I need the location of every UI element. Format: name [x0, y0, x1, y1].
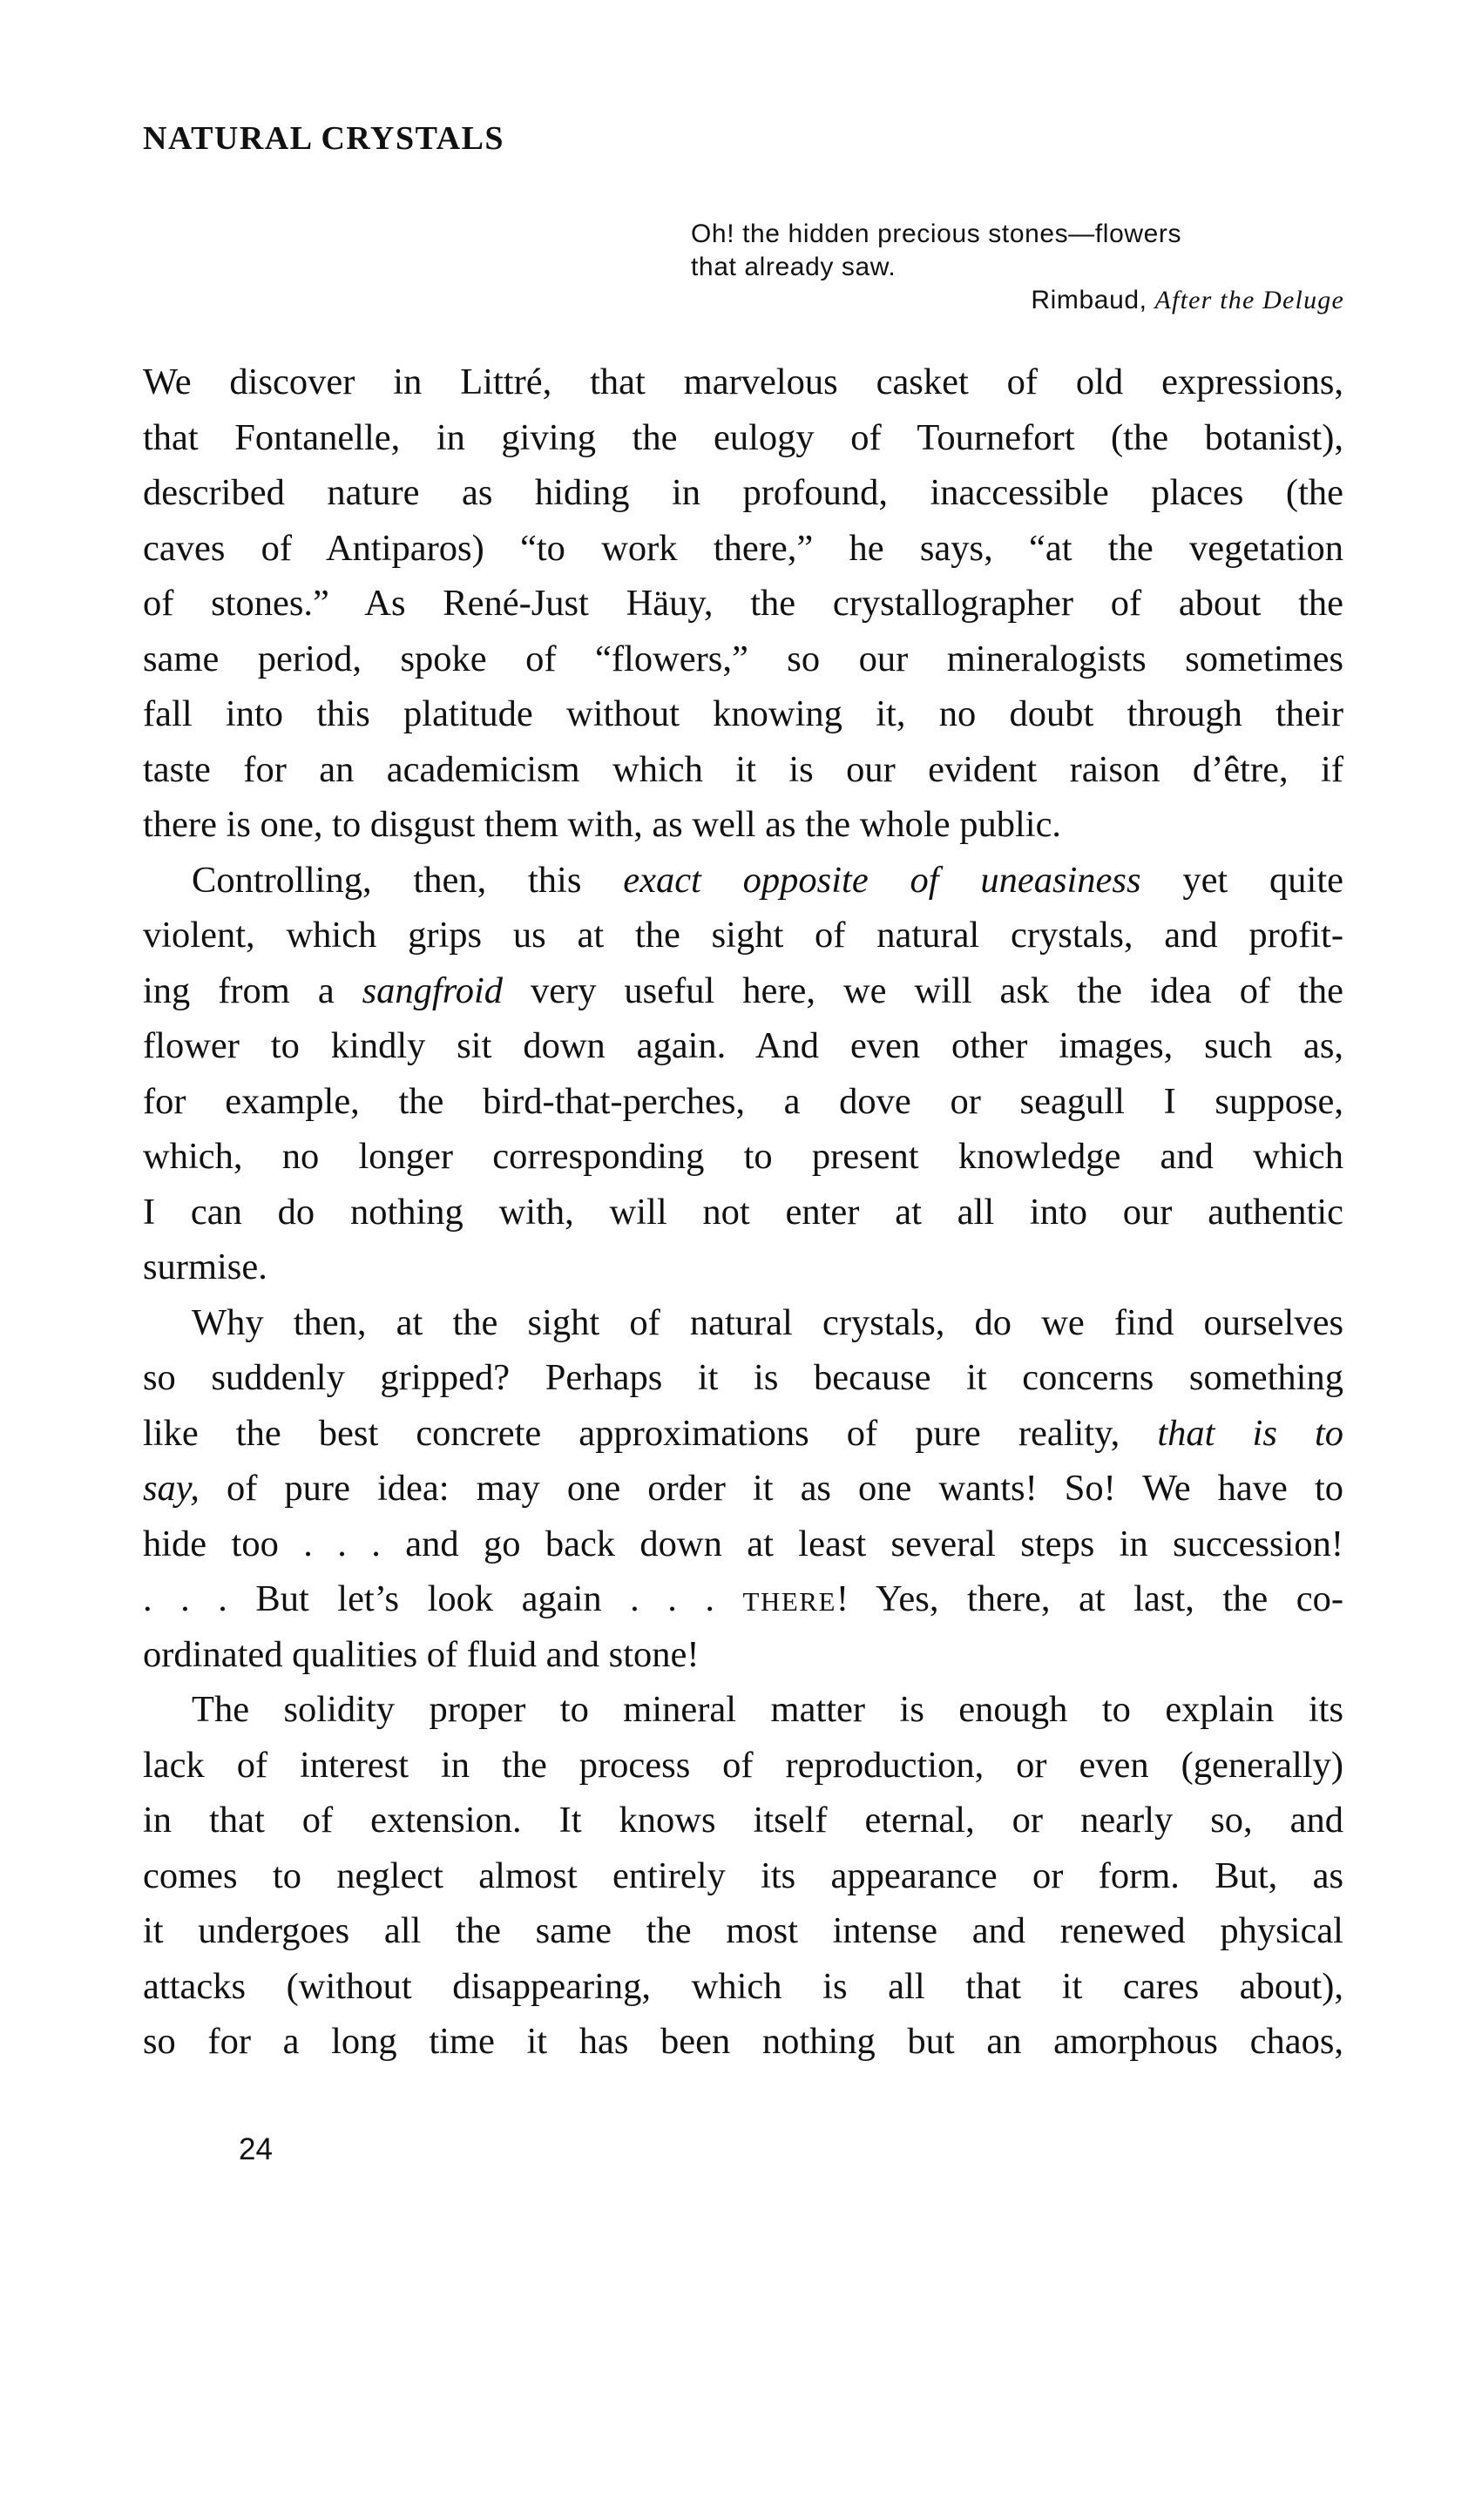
text-line: so suddenly gripped? Perhaps it is because it concerns something	[143, 1357, 1343, 1398]
text-line: which, no longer corresponding to present knowledge and which	[143, 1136, 1343, 1177]
text-line	[143, 853, 1343, 909]
text-line: I can do nothing with, will not enter at all into our authentic	[143, 1191, 1343, 1233]
text-line: it undergoes all the same the most intense and renewed physical	[143, 1910, 1343, 1951]
epigraph-author: Rimbaud,	[1031, 286, 1147, 314]
epigraph-line: Oh! the hidden precious stones—flowers	[691, 220, 1182, 248]
text-line	[143, 1461, 1343, 1517]
text-run: very useful here, we will ask the idea of the	[530, 969, 1343, 1011]
text-run: like the best concrete approximations of pure reality,	[143, 1412, 1120, 1454]
text-line: so for a long time it has been nothing but an amorphous chaos,	[143, 2021, 1343, 2062]
small-caps-run: THERE	[742, 1586, 836, 1617]
page-number: 24	[239, 2132, 273, 2166]
text-line: lack of interest in the process of reproduction, or even (generally)	[143, 1744, 1343, 1786]
epigraph-line: that already saw.	[691, 253, 897, 281]
text-line: there is one, to disgust them with, as well as the whole public.	[143, 804, 1062, 845]
paragraph	[143, 1682, 1343, 2070]
text-line: that Fontanelle, in giving the eulogy of Tournefort (the botanist),	[143, 416, 1343, 458]
text-run: ! Yes, there, at last, the co-	[836, 1578, 1344, 1619]
text-line: of stones.” As René-Just Häuy, the crystallographer of about the	[143, 583, 1343, 624]
text-line	[143, 1406, 1343, 1462]
text-line: violent, which grips us at the sight of natural crystals, and profit-	[143, 915, 1343, 956]
body-text	[143, 355, 1343, 2070]
text-line: attacks (without disappearing, which is all that it cares about),	[143, 1965, 1343, 2007]
text-run: of pure idea: may one order it as one wants! So! We have to	[226, 1468, 1343, 1509]
text-line: hide too . . . and go back down at least several steps in succession!	[143, 1523, 1343, 1564]
running-head: NATURAL CRYSTALS	[143, 120, 505, 157]
text-line: comes to neglect almost entirely its appearance or form. But, as	[143, 1855, 1343, 1896]
text-line: The solidity proper to mineral matter is enough to explain its	[192, 1689, 1343, 1730]
text-run: ing from a	[143, 969, 335, 1011]
italic-run: exact opposite of uneasiness	[623, 859, 1141, 901]
italic-run: sangfroid	[362, 969, 504, 1011]
text-line: for example, the bird-that-perches, a dove or seagull I suppose,	[143, 1080, 1343, 1122]
epigraph-attribution	[691, 284, 1344, 317]
text-line: same period, spoke of “flowers,” so our mineralogists sometimes	[143, 638, 1343, 679]
epigraph-work-title: After the Deluge	[1154, 286, 1344, 314]
text-line: Why then, at the sight of natural crystals, do we find ourselves	[192, 1301, 1343, 1343]
text-run: yet quite	[1182, 859, 1344, 901]
text-line: ordinated qualities of fluid and stone!	[143, 1633, 700, 1675]
paragraph	[143, 355, 1343, 853]
text-run: Controlling, then, this	[192, 859, 582, 901]
text-line: fall into this platitude without knowing it, no doubt through their	[143, 693, 1343, 734]
text-line: taste for an academicism which it is our evident raison d’être, if	[143, 748, 1343, 790]
text-run: . . . But let’s look again . . .	[143, 1578, 715, 1619]
text-line	[143, 1571, 1343, 1627]
text-line: described nature as hiding in profound, inaccessible places (the	[143, 472, 1343, 513]
italic-run: say,	[143, 1468, 200, 1509]
text-line: surmise.	[143, 1246, 267, 1287]
paragraph	[143, 1295, 1343, 1683]
text-line: caves of Antiparos) “to work there,” he says, “at the vegetation	[143, 527, 1343, 569]
italic-run: that is to	[1157, 1412, 1344, 1454]
text-line: in that of extension. It knows itself eternal, or nearly so, and	[143, 1800, 1343, 1841]
paragraph	[143, 853, 1343, 1295]
text-line: We discover in Littré, that marvelous casket of old expressions,	[143, 361, 1343, 402]
text-line: flower to kindly sit down again. And even other images, such as,	[143, 1025, 1343, 1066]
epigraph	[691, 218, 1344, 317]
text-line	[143, 963, 1343, 1019]
